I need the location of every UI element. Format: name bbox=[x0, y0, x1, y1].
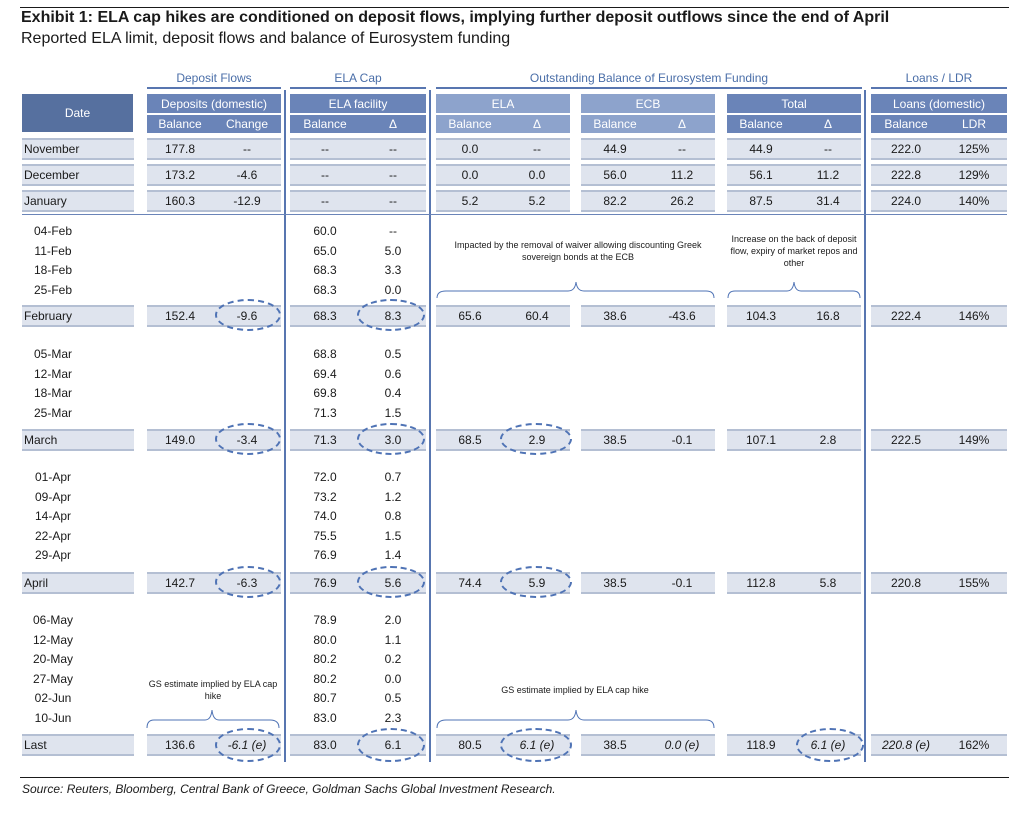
group-loans: Loans / LDR bbox=[871, 71, 1007, 89]
table-cell: 56.1 bbox=[749, 168, 773, 182]
table-cell: 2.9 bbox=[528, 433, 546, 447]
section-divider bbox=[22, 214, 1007, 215]
table-cell: 44.9 bbox=[603, 142, 627, 156]
week-date: 27-May bbox=[32, 671, 73, 686]
table-cell: 5.2 bbox=[528, 194, 546, 208]
table-cell: 3.3 bbox=[384, 263, 402, 278]
table-cell: 76.9 bbox=[313, 548, 337, 563]
table-cell: 6.1 bbox=[384, 738, 402, 752]
table-cell: 220.8 bbox=[890, 576, 922, 590]
table-cell: 80.2 bbox=[313, 652, 337, 667]
table-cell: -6.3 bbox=[236, 576, 258, 590]
header-ela-balance: Balance bbox=[448, 117, 492, 131]
table-cell: 104.3 bbox=[745, 309, 777, 323]
table-cell: 5.2 bbox=[461, 194, 479, 208]
week-date: 18-Feb bbox=[33, 263, 73, 278]
table-cell: 74.0 bbox=[313, 509, 337, 524]
table-cell: 75.5 bbox=[313, 528, 337, 543]
highlight-oval bbox=[500, 566, 572, 598]
table-cell: 146% bbox=[958, 309, 990, 323]
week-date: 20-May bbox=[32, 652, 73, 667]
note-gs-estimate-eurosystem: GS estimate implied by ELA cap hike bbox=[501, 685, 649, 695]
row-label: February bbox=[24, 309, 73, 323]
week-date: 12-Mar bbox=[33, 366, 72, 381]
table-cell: 80.2 bbox=[313, 671, 337, 686]
table-cell: 56.0 bbox=[603, 168, 627, 182]
table-cell: -9.6 bbox=[236, 309, 258, 323]
row-label: November bbox=[24, 142, 80, 156]
week-date: 11-Feb bbox=[34, 243, 72, 258]
brace-total-feb bbox=[727, 278, 863, 300]
highlight-oval bbox=[357, 728, 425, 762]
table-cell: -- bbox=[533, 142, 541, 156]
source-note: Source: Reuters, Bloomberg, Central Bank of Greece, Goldman Sachs Global Investment Research. bbox=[22, 782, 556, 796]
table-cell: -43.6 bbox=[668, 309, 696, 323]
table-cell: 149.0 bbox=[164, 433, 196, 447]
header-ela-cap-delta: Δ bbox=[388, 117, 397, 131]
table-cell: 160.3 bbox=[164, 194, 196, 208]
table-cell: 0.0 (e) bbox=[664, 738, 700, 752]
table-cell: 222.0 bbox=[890, 142, 922, 156]
table-cell: 0.0 bbox=[461, 168, 479, 182]
table-cell: 5.9 bbox=[528, 576, 546, 590]
brace-eurosystem-feb bbox=[436, 278, 716, 300]
header-loans-balance: Balance bbox=[884, 117, 928, 131]
header-total: Total bbox=[727, 94, 861, 113]
table-cell: -6.1 (e) bbox=[227, 738, 267, 752]
header-ecb-balance: Balance bbox=[593, 117, 637, 131]
note-gs-estimate-deposits: GS estimate implied by ELA cap hike bbox=[148, 679, 278, 701]
header-ela-facility: ELA facility bbox=[290, 94, 426, 113]
table-cell: 0.0 bbox=[384, 671, 402, 686]
table-cell: 68.3 bbox=[313, 309, 337, 323]
header-ecb: ECB bbox=[581, 94, 715, 113]
table-cell: 0.0 bbox=[528, 168, 546, 182]
table-cell: 222.5 bbox=[890, 433, 922, 447]
table-cell: 125% bbox=[958, 142, 990, 156]
week-date: 18-Mar bbox=[33, 386, 72, 401]
highlight-oval bbox=[796, 728, 864, 762]
row-label: December bbox=[24, 168, 80, 182]
table-cell: 0.7 bbox=[384, 470, 402, 484]
header-loans-ldr: LDR bbox=[961, 117, 986, 131]
table-cell: 136.6 bbox=[164, 738, 196, 752]
bottom-rule bbox=[20, 777, 1009, 778]
exhibit-title: Exhibit 1: ELA cap hikes are conditioned on deposit flows, implying further deposit outflows since the end of April bbox=[21, 9, 890, 26]
column-separator bbox=[864, 90, 866, 762]
note-waiver-removal: Impacted by the removal of waiver allowing discounting Greek sovereign bonds at the ECB bbox=[454, 240, 702, 262]
header-ela: ELA bbox=[436, 94, 570, 113]
table-cell: 31.4 bbox=[816, 194, 840, 208]
table-cell: 0.0 bbox=[461, 142, 479, 156]
highlight-oval bbox=[357, 423, 425, 455]
header-ela-cap-balance: Balance bbox=[303, 117, 347, 131]
table-cell: 65.0 bbox=[313, 243, 337, 258]
note-total-increase: Increase on the back of deposit flow, expiry of market repos and other bbox=[730, 234, 858, 268]
table-cell: -- bbox=[678, 142, 686, 156]
week-date: 25-Mar bbox=[33, 405, 72, 420]
header-deposits-balance: Balance bbox=[158, 117, 202, 131]
table-cell: 1.5 bbox=[384, 528, 402, 543]
table-cell: 87.5 bbox=[749, 194, 773, 208]
week-date: 10-Jun bbox=[34, 711, 72, 725]
table-cell: -- bbox=[389, 168, 397, 182]
week-date: 06-May bbox=[32, 613, 73, 627]
table-cell: 1.1 bbox=[384, 632, 402, 647]
highlight-oval bbox=[500, 423, 572, 455]
header-deposits: Deposits (domestic) bbox=[147, 94, 281, 113]
table-cell: 2.8 bbox=[819, 433, 837, 447]
row-label: March bbox=[24, 433, 58, 447]
table-cell: 8.3 bbox=[384, 309, 402, 323]
table-cell: 76.9 bbox=[313, 576, 337, 590]
exhibit-subtitle: Reported ELA limit, deposit flows and balance of Eurosystem funding bbox=[21, 30, 511, 47]
table-cell: 26.2 bbox=[670, 194, 694, 208]
table-cell: 173.2 bbox=[164, 168, 196, 182]
week-date: 05-Mar bbox=[33, 347, 72, 361]
week-date: 29-Apr bbox=[34, 548, 72, 563]
table-cell: 60.4 bbox=[525, 309, 549, 323]
table-cell: 78.9 bbox=[313, 613, 337, 627]
table-cell: 222.8 bbox=[890, 168, 922, 182]
table-cell: 74.4 bbox=[458, 576, 482, 590]
table-cell: -3.4 bbox=[236, 433, 258, 447]
table-cell: -- bbox=[321, 194, 329, 208]
header-loans: Loans (domestic) bbox=[871, 94, 1007, 113]
table-cell: 2.3 bbox=[384, 711, 402, 725]
table-cell: -0.1 bbox=[671, 576, 693, 590]
table-cell: -- bbox=[389, 224, 397, 238]
highlight-oval bbox=[215, 299, 281, 331]
table-cell: 83.0 bbox=[313, 738, 337, 752]
row-label: Last bbox=[24, 738, 47, 752]
header-total-delta: Δ bbox=[823, 117, 832, 131]
highlight-oval bbox=[215, 566, 281, 598]
table-cell: 71.3 bbox=[313, 433, 337, 447]
table-cell: 220.8 (e) bbox=[881, 738, 931, 752]
table-cell: 71.3 bbox=[313, 405, 337, 420]
table-cell: 68.3 bbox=[313, 282, 337, 297]
table-cell: 69.4 bbox=[313, 366, 337, 381]
table-cell: 0.6 bbox=[384, 366, 402, 381]
header-ecb-delta: Δ bbox=[677, 117, 686, 131]
table-cell: 11.2 bbox=[670, 168, 694, 182]
table-cell: 129% bbox=[958, 168, 990, 182]
table-cell: 149% bbox=[958, 433, 990, 447]
group-deposit-flows: Deposit Flows bbox=[147, 71, 281, 89]
top-rule bbox=[20, 7, 1009, 8]
table-cell: 38.5 bbox=[603, 738, 627, 752]
table-cell: -0.1 bbox=[671, 433, 693, 447]
table-cell: 60.0 bbox=[313, 224, 337, 238]
table-cell: 38.5 bbox=[603, 576, 627, 590]
table-cell: 68.8 bbox=[313, 347, 337, 361]
table-cell: 0.0 bbox=[384, 282, 402, 297]
table-cell: 73.2 bbox=[313, 489, 337, 504]
table-cell: 0.2 bbox=[384, 652, 402, 667]
brace-deposits-last bbox=[146, 702, 282, 730]
table-cell: 224.0 bbox=[890, 194, 922, 208]
table-cell: 6.1 (e) bbox=[519, 738, 555, 752]
table-cell: 155% bbox=[958, 576, 990, 590]
table-cell: 0.5 bbox=[384, 347, 402, 361]
header-date: Date bbox=[22, 94, 133, 132]
table-cell: 222.4 bbox=[890, 309, 922, 323]
table-cell: -- bbox=[389, 194, 397, 208]
table-cell: 72.0 bbox=[313, 470, 337, 484]
table-cell: 1.4 bbox=[384, 548, 402, 563]
column-separator bbox=[429, 90, 431, 762]
table-cell: 68.3 bbox=[313, 263, 337, 278]
table-cell: 177.8 bbox=[164, 142, 196, 156]
week-date: 25-Feb bbox=[33, 282, 73, 297]
table-cell: 3.0 bbox=[384, 433, 402, 447]
table-cell: 65.6 bbox=[458, 309, 482, 323]
table-cell: -- bbox=[389, 142, 397, 156]
table-cell: 11.2 bbox=[816, 168, 840, 182]
table-cell: 162% bbox=[958, 738, 990, 752]
row-label: April bbox=[24, 576, 49, 590]
week-date: 02-Jun bbox=[34, 691, 72, 706]
table-cell: 5.6 bbox=[384, 576, 402, 590]
header-total-balance: Balance bbox=[739, 117, 783, 131]
table-cell: -- bbox=[321, 142, 329, 156]
table-cell: 16.8 bbox=[816, 309, 840, 323]
table-cell: 0.5 bbox=[384, 691, 402, 706]
week-date: 01-Apr bbox=[34, 470, 72, 484]
table-cell: 83.0 bbox=[313, 711, 337, 725]
week-date: 04-Feb bbox=[33, 224, 73, 238]
table-cell: -4.6 bbox=[236, 168, 258, 182]
table-cell: -- bbox=[243, 142, 251, 156]
highlight-oval bbox=[357, 299, 425, 331]
row-label: January bbox=[24, 194, 67, 208]
table-cell: -12.9 bbox=[233, 194, 261, 208]
table-cell: 152.4 bbox=[164, 309, 196, 323]
table-cell: 5.0 bbox=[384, 243, 402, 258]
table-cell: 140% bbox=[958, 194, 990, 208]
table-cell: 80.0 bbox=[313, 632, 337, 647]
table-cell: 38.6 bbox=[603, 309, 627, 323]
week-date: 09-Apr bbox=[34, 489, 72, 504]
header-ela-delta: Δ bbox=[532, 117, 541, 131]
week-date: 14-Apr bbox=[34, 509, 72, 524]
table-cell: 1.5 bbox=[384, 405, 402, 420]
header-deposits-change: Change bbox=[225, 117, 269, 131]
table-cell: 80.5 bbox=[458, 738, 482, 752]
table-cell: 82.2 bbox=[603, 194, 627, 208]
table-cell: -- bbox=[824, 142, 832, 156]
highlight-oval bbox=[500, 728, 572, 762]
highlight-oval bbox=[215, 728, 281, 762]
table-cell: 112.8 bbox=[746, 576, 776, 590]
table-cell: 80.7 bbox=[313, 691, 337, 706]
table-cell: 5.8 bbox=[819, 576, 837, 590]
table-cell: 2.0 bbox=[384, 613, 402, 627]
table-cell: 142.7 bbox=[164, 576, 196, 590]
table-cell: 0.8 bbox=[384, 509, 402, 524]
group-ela-cap: ELA Cap bbox=[290, 71, 426, 89]
column-separator bbox=[284, 90, 286, 762]
table-cell: 1.2 bbox=[384, 489, 402, 504]
table-cell: 44.9 bbox=[749, 142, 773, 156]
table-cell: 69.8 bbox=[313, 386, 337, 401]
table-cell: 6.1 (e) bbox=[810, 738, 846, 752]
week-date: 22-Apr bbox=[34, 528, 72, 543]
table-cell: 68.5 bbox=[458, 433, 482, 447]
table-cell: 0.4 bbox=[384, 386, 402, 401]
group-eurosystem: Outstanding Balance of Eurosystem Funding bbox=[436, 71, 862, 89]
table-cell: -- bbox=[321, 168, 329, 182]
week-date: 12-May bbox=[32, 632, 73, 647]
table-cell: 107.1 bbox=[745, 433, 777, 447]
highlight-oval bbox=[215, 423, 281, 455]
highlight-oval bbox=[357, 566, 425, 598]
table-cell: 38.5 bbox=[603, 433, 627, 447]
table-cell: 118.9 bbox=[746, 738, 776, 752]
brace-eurosystem-last bbox=[436, 702, 716, 730]
